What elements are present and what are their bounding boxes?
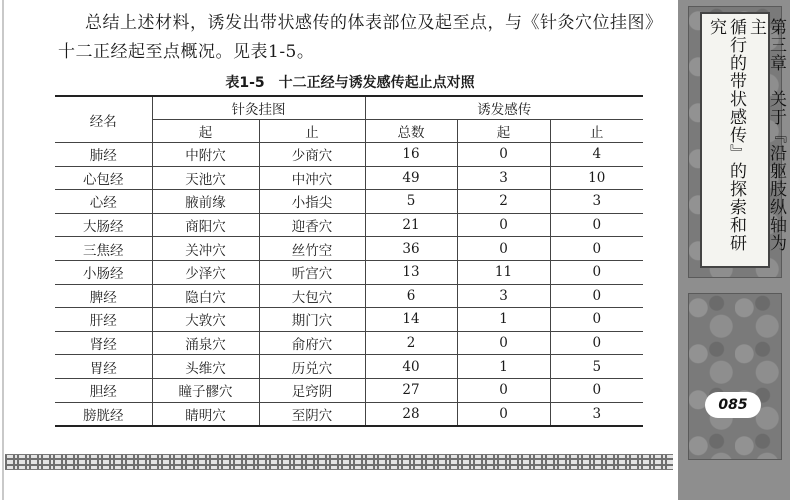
cell-chart-end: 期门穴: [259, 308, 365, 332]
cell-induced-end: 0: [550, 284, 643, 308]
cell-meridian: 脾经: [55, 284, 152, 308]
header-meridian: 经名: [55, 96, 152, 143]
cell-total: 13: [365, 260, 457, 284]
cell-induced-end: 3: [550, 190, 643, 214]
cell-induced-end: 0: [550, 213, 643, 237]
cell-chart-start: 天池穴: [152, 166, 259, 190]
cell-chart-end: 少商穴: [259, 143, 365, 167]
cell-total: 6: [365, 284, 457, 308]
cell-total: 16: [365, 143, 457, 167]
table-row: [55, 308, 643, 332]
cell-chart-start: 隐白穴: [152, 284, 259, 308]
cell-induced-start: 0: [457, 378, 550, 402]
fret-border-decoration: [5, 454, 673, 470]
cell-induced-start: 0: [457, 402, 550, 426]
table-row: [55, 402, 643, 426]
cell-chart-start: 涌泉穴: [152, 331, 259, 355]
cell-meridian: 膀胱经: [55, 402, 152, 426]
table-row: [55, 331, 643, 355]
cell-chart-start: 中附穴: [152, 143, 259, 167]
header-chart-end: 止: [259, 120, 365, 143]
cell-induced-end: 0: [550, 308, 643, 332]
cell-meridian: 大肠经: [55, 213, 152, 237]
table-row: [55, 260, 643, 284]
header-chart-group: 针灸挂图: [152, 96, 365, 120]
table-row: [55, 237, 643, 261]
table-caption: 表1-5 十二正经与诱发感传起止点对照: [225, 75, 475, 91]
cell-total: 14: [365, 308, 457, 332]
cell-chart-start: 商阳穴: [152, 213, 259, 237]
header-chart-start: 起: [152, 120, 259, 143]
chapter-title-col-1: 第三章 关于『沿躯肢纵轴为主: [746, 18, 786, 252]
cell-chart-start: 少泽穴: [152, 260, 259, 284]
table-row: [55, 284, 643, 308]
cell-total: 5: [365, 190, 457, 214]
cell-induced-start: 3: [457, 284, 550, 308]
table-row: [55, 166, 643, 190]
cell-induced-end: 3: [550, 402, 643, 426]
cell-chart-end: 俞府穴: [259, 331, 365, 355]
cell-chart-end: 大包穴: [259, 284, 365, 308]
cell-induced-end: 0: [550, 378, 643, 402]
table-body: [55, 143, 643, 427]
cell-induced-start: 1: [457, 355, 550, 379]
header-induced-group: 诱发感传: [365, 96, 643, 120]
cell-induced-start: 0: [457, 143, 550, 167]
cell-meridian: 胆经: [55, 378, 152, 402]
cell-chart-end: 小指尖: [259, 190, 365, 214]
table-row: [55, 355, 643, 379]
body-text-line-1: 总结上述材料，诱发出带状感传的体表部位及起至点，与《针灸穴位挂图》: [85, 13, 663, 33]
cell-meridian: 肝经: [55, 308, 152, 332]
cell-induced-end: 10: [550, 166, 643, 190]
cell-induced-start: 3: [457, 166, 550, 190]
cell-meridian: 心经: [55, 190, 152, 214]
header-induced-start: 起: [457, 120, 550, 143]
meridian-comparison-table: [55, 95, 643, 427]
cell-induced-end: 0: [550, 260, 643, 284]
cell-total: 28: [365, 402, 457, 426]
cell-chart-end: 迎香穴: [259, 213, 365, 237]
header-induced-end: 止: [550, 120, 643, 143]
table-row: [55, 190, 643, 214]
cell-total: 36: [365, 237, 457, 261]
cell-induced-end: 4: [550, 143, 643, 167]
page-edge-rule: [2, 0, 4, 500]
cell-induced-start: 0: [457, 331, 550, 355]
cell-meridian: 肾经: [55, 331, 152, 355]
cell-induced-start: 1: [457, 308, 550, 332]
cell-induced-end: 5: [550, 355, 643, 379]
cell-chart-end: 中冲穴: [259, 166, 365, 190]
page-number: 085: [705, 392, 761, 418]
chapter-title-col-2: 循行的带状感传』的探索和研究: [706, 18, 746, 252]
cell-meridian: 胃经: [55, 355, 152, 379]
cell-total: 2: [365, 331, 457, 355]
cell-induced-end: 0: [550, 331, 643, 355]
cell-total: 27: [365, 378, 457, 402]
cell-chart-start: 大敦穴: [152, 308, 259, 332]
cell-chart-start: 关冲穴: [152, 237, 259, 261]
cell-total: 40: [365, 355, 457, 379]
chapter-title-box: [700, 12, 786, 268]
cloud-pattern-bottom: [688, 293, 782, 460]
header-total: 总数: [365, 120, 457, 143]
table-row: [55, 213, 643, 237]
table-row: [55, 143, 643, 167]
cell-meridian: 三焦经: [55, 237, 152, 261]
cell-chart-end: 丝竹空: [259, 237, 365, 261]
cell-induced-end: 0: [550, 237, 643, 261]
cell-chart-end: 听宫穴: [259, 260, 365, 284]
cell-induced-start: 11: [457, 260, 550, 284]
cell-induced-start: 2: [457, 190, 550, 214]
cell-chart-start: 腋前缘: [152, 190, 259, 214]
cell-meridian: 小肠经: [55, 260, 152, 284]
cell-chart-start: 睛明穴: [152, 402, 259, 426]
cell-chart-end: 历兑穴: [259, 355, 365, 379]
cell-chart-start: 瞳子髎穴: [152, 378, 259, 402]
cell-chart-start: 头维穴: [152, 355, 259, 379]
body-text-line-2: 十二正经起至点概况。见表1-5。: [58, 42, 315, 62]
cell-chart-end: 至阴穴: [259, 402, 365, 426]
cell-total: 21: [365, 213, 457, 237]
table-row: [55, 378, 643, 402]
cell-induced-start: 0: [457, 237, 550, 261]
cell-meridian: 心包经: [55, 166, 152, 190]
cell-induced-start: 0: [457, 213, 550, 237]
cell-meridian: 肺经: [55, 143, 152, 167]
cell-total: 49: [365, 166, 457, 190]
cell-chart-end: 足窍阴: [259, 378, 365, 402]
